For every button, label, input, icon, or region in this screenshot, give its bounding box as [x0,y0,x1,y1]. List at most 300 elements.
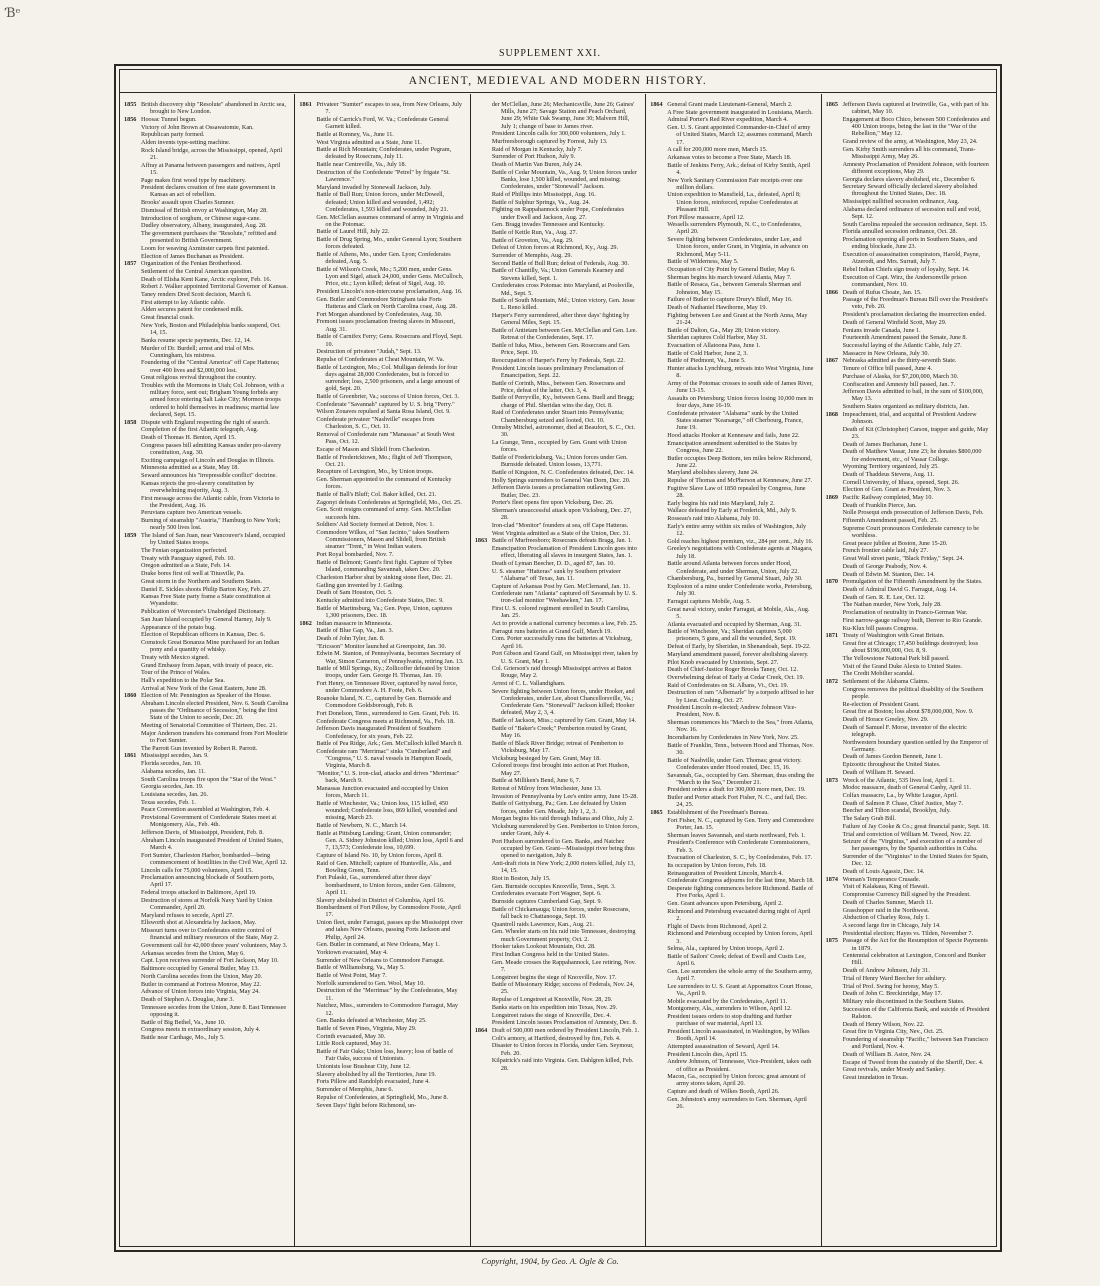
history-entry [475,146,639,153]
entry-text: Battle of Mill Springs, Ky.; Zollicoffer defeated by Union troops, under Gen. George H. Thomas, Jan. 19. [316,665,460,680]
entry-year: 1875 [825,937,838,945]
history-entry [650,214,814,221]
history-entry [124,547,288,554]
history-entry [124,306,288,313]
entry-text: Raid of Morgan in Kentucky, July 7. [491,145,583,153]
history-entry [124,215,288,222]
history-entry [475,537,639,544]
history-entry [299,980,463,987]
history-entry [299,364,463,393]
history-entry [475,101,639,130]
entry-text: Northwestern boundary question settled by the Emperor of Germany. [842,738,989,753]
history-entry [124,184,288,198]
entry-text: Pacific Railway completed, May 10. [842,494,934,502]
history-entry [475,921,639,928]
entry-text: Port Royal bombarded, Nov. 7. [316,551,394,559]
history-entry [299,184,463,191]
entry-text: Arrival at New York of the Great Eastern, June 28. [141,684,267,692]
entry-text: Banks starts on his expedition into Texas, Nov. 29. [491,1003,618,1011]
entry-text: Battle of Sailors' Creek; defeat of Ewell and Custis Lee, April 6. [667,952,806,968]
entry-text: Rock Island bridge, across the Mississippi, opened, April 21. [141,146,283,161]
history-entry [826,221,990,228]
entry-text: President Lincoln issues Proclamation of Amnesty, Dec. 8. [491,1019,638,1027]
entry-text: Raid of Gen. Mitchell; capture of Huntsville, Ala., and Bowling Green, Tenn. [316,859,452,874]
history-entry [475,762,639,776]
entry-text: South Carolina troops fire upon the "Star of the West." [141,775,277,783]
entry-text: President orders a draft for 300,000 more men, Dec. 19. [667,786,806,794]
entry-text: Election of Mr. Pennington as Speaker of the House. [141,692,272,700]
history-entry [124,973,288,980]
history-entry [826,266,990,273]
entry-text: Gen. Banks defeated at Winchester, May 25. [316,1017,427,1025]
entry-text: Death of Martin Van Buren, July 24. [491,161,583,169]
entry-text: Recapture of Lexington, Mo., by Union troops. [316,468,434,476]
entry-text: Death of Horace Greeley, Nov. 29. [842,715,929,723]
entry-text: Destruction of the "Merrimac" by the Confederates, May 11. [316,987,458,1002]
history-entry [650,674,814,681]
history-entry [826,891,990,898]
history-entry [826,883,990,890]
entry-text: Epizootic throughout the United States. [842,761,941,769]
history-entry [650,469,814,476]
history-entry [650,930,814,944]
history-entry [299,635,463,642]
entry-text: Trial and conviction of William M. Tweed, Nov. 22. [842,830,972,838]
history-entry [299,559,463,573]
entry-text: President Lincoln re-elected; Andrew Johnson Vice-President, Nov. 8. [667,704,797,719]
entry-text: Battle of Wilson's Creek, Mo.; 5,200 men, under Gens. Lyon and Sigel, attack 24,000, under Gens. McCulloch, Price, etc.; Lyon killed; defeat of Sigel, Aug. 10. [316,265,464,288]
entry-text: Death of Sam Houston, Oct. 5. [316,589,393,597]
entry-text: Jefferson Davis inaugurated President of Southern Confederacy, for six years, Feb. 22. [316,725,441,740]
entry-text: Longstreet begins the siege of Knoxville, Nov. 17. [491,973,617,981]
history-entry [124,685,288,692]
entry-text: Supreme Court pronounces Confederate currency to be worthless. [842,524,980,540]
entry-text: Death of William H. Seward. [842,768,915,776]
history-entry [124,457,288,464]
entry-text: Maryland abolishes slavery, June 24. [667,469,759,477]
history-entry [299,228,463,235]
entry-text: Nebraska admitted as the thirty-seventh State. [842,357,957,365]
history-entry [475,906,639,920]
entry-text: Battle at Milliken's Bend, June 6, 7. [491,777,581,785]
history-entry [475,312,639,326]
entry-text: Rebel Indian Chiefs sign treaty of loyalty, Sept. 14. [842,265,970,273]
history-entry [124,919,288,926]
history-entry [299,748,463,770]
history-entry [299,1063,463,1070]
history-entry [124,555,288,562]
history-entry [475,199,639,206]
entry-text: Re-election of President Grant. [842,700,920,708]
history-entry [475,680,639,687]
entry-text: Republican party formed. [141,131,205,139]
history-entry [299,491,463,498]
history-entry [650,983,814,997]
history-entry [299,605,463,619]
entry-text: Murder of Dr. Burdell; arrest and trial of Mrs. Cunningham, his mistress. [141,344,255,359]
entry-text: Comstock Great Bonanza Mine purchased for an Indian pony and a quantity of whisky. [141,638,280,654]
entry-text: Battle of Resaca, Ga., between Generals Sherman and Johnston, May 15. [667,281,801,296]
history-entry [475,394,639,408]
history-entry [124,1004,288,1018]
history-entry [826,517,990,524]
entry-text: Incendiarism by Confederates in New York, Nov. 25. [667,734,799,742]
history-entry [299,529,463,551]
entry-text: Surrender of the "Virginius" to the United States for Spain, Dec. 12. [842,853,989,868]
history-entry [299,191,463,213]
entry-text: Death of Andrew Johnson, July 31. [842,967,930,975]
entry-text: Desperate fighting commences before Richmond. Battle of Five Forks, April 1. [667,885,814,900]
history-entry [124,965,288,972]
history-entry [475,1012,639,1019]
entry-text: Death of Elisha Kent Kane, Arctic explorer, Feb. 16. [141,275,271,283]
history-entry [124,677,288,684]
history-entry [299,740,463,747]
history-entry [650,538,814,545]
history-entry [475,545,639,559]
history-entry [650,296,814,303]
entry-text: Escape of Tweed from the custody of the Sheriff, Dec. 4. [842,1058,984,1066]
entry-text: Fort Fisher, N. C., captured by Gen. Terry and Commodore Porter, Jan. 15. [667,816,814,831]
entry-text: Fort Morgan abandoned by Confederates, Aug. 30. [316,310,443,318]
entry-text: Fort Pulaski, Ga., surrendered after three days' bombardment, to Union forces, under Gen. Gilmore, April 11. [316,874,456,896]
entry-text: The government purchases the "Resolute," refitted and presented to British Government. [141,229,277,245]
entry-text: Election of Republican officers in Kansas, Dec. 6. [141,631,265,639]
history-entry [650,1051,814,1058]
history-entry [124,791,288,798]
entry-text: First attempt to lay Atlantic cable. [141,298,226,306]
history-entry [475,252,639,259]
entry-text: Hoosac Tunnel begun. [141,115,197,123]
history-entry [650,266,814,273]
history-entry [124,199,288,206]
history-entry [299,296,463,310]
entry-text: Treaty with Mexico signed. [141,653,210,661]
entry-text: Execution of Capt. Wirz, the Andersonville prison commandant, Nov. 10. [842,273,967,288]
supplement-label: SUPPLEMENT XXI. [498,48,602,59]
entry-text: Emancipation Proclamation of President Lincoln goes into effect, liberating all slaves in insurgent States, Jan. 1. [491,544,637,560]
history-entry [826,701,990,708]
history-entry [650,1043,814,1050]
history-entry [299,236,463,250]
history-column-4 [646,94,821,1246]
entry-text: Battle around Atlanta between forces under Hood, Confederate, and under Sherman, Union, July 22. [667,560,799,575]
entry-text: Montgomery, Ala., surrenders to Wilson, April 12. [667,1005,792,1013]
history-entry [650,560,814,574]
history-entry [826,578,990,585]
entry-text: Hooker takes Lookout Mountain, Oct. 28. [491,943,596,951]
history-entry [124,419,288,426]
history-entry [650,500,814,507]
history-entry [826,724,990,738]
history-entry [299,214,463,228]
entry-text: Forts Pillow and Randolph evacuated, June 4. [316,1078,430,1086]
entry-text: Norfolk surrendered to Gen. Wool, May 10. [316,979,425,987]
history-entry [475,1004,639,1011]
entry-text: Georgia secedes, Jan. 19. [141,783,204,791]
entry-text: Troubles with the Mormons in Utah; Col. Johnson, with a military force, sent out; Brigham Young forbids any armed force entering Salt Lake City; Mormon troops ordered to hold themselves in readiness; martial law declared, Sept. 15. [141,382,284,418]
entry-text: Fighting on Rappahannock under Pope, Confederates under Ewell and Jackson, Aug. 27. [491,206,625,221]
history-entry [475,898,639,905]
entry-text: Compromise Currency Bill signed by the President. [842,891,971,899]
history-entry [826,952,990,966]
history-entry [124,253,288,260]
entry-text: Oregon admitted as a State, Feb. 14. [141,562,231,570]
history-entry [124,337,288,344]
history-entry [124,359,288,373]
history-entry [826,547,990,554]
history-entry [650,628,814,642]
history-entry [475,499,639,506]
history-entry [124,314,288,321]
entry-text: "Monitor," U. S. iron-clad, attacks and drives "Merrimac" back, March 9. [316,770,460,785]
history-entry [124,260,288,267]
entry-text: Colfax massacre, La., by White League, April. [842,791,958,799]
history-entry [299,139,463,146]
entry-text: Confederate "Savannah" captured by U. S. brig "Perry." [316,400,455,408]
history-entry [299,860,463,874]
history-entry [299,1040,463,1047]
entry-text: First narrow-gauge railway built, Denver to Rio Grande. [842,616,983,624]
entry-text: Battle at Rich Mountain; Confederates, under Pegram, defeated by Rosecrans, July 11. [316,146,452,161]
entry-year: 1860 [124,692,137,700]
entry-text: Foundering of the "Central America" off Cape Hatteras; over 400 lives and $2,000,000 lost. [141,359,280,374]
entry-text: Manassas Junction evacuated and occupied by Union forces, March 11. [316,784,449,800]
entry-text: Trial of Prof. Swing for heresy, May 5. [842,982,939,990]
history-entry [475,297,639,311]
history-entry [124,283,288,290]
history-entry [124,101,288,115]
entry-text: Settlement of the Alabama Claims. [842,677,930,685]
history-entry [475,1019,639,1026]
history-entry [826,853,990,867]
history-entry [650,742,814,756]
history-entry [650,659,814,666]
history-entry [650,1005,814,1012]
history-entry [826,161,990,175]
entry-text: Massacre in New Orleans, July 30. [842,349,930,357]
entry-text: Evacuation of Allatoona Pass, June 1. [667,342,761,349]
history-entry [124,692,288,699]
history-entry [650,312,814,326]
entry-text: Selma, Ala., captured by Union troops, April 2. [667,945,785,953]
history-entry [650,124,814,146]
entry-text: Congress removes the political disability of the Southern people. [842,685,984,700]
history-entry [650,689,814,703]
entry-text: Greeley's negotiations with Confederate agents at Niagara, July 18. [667,545,813,560]
history-entry [826,563,990,570]
history-entry [124,345,288,359]
history-entry [475,605,639,619]
entry-text: Jefferson Davis captured at Irwinville, Ga., with part of his cabinet, May 10. [842,101,989,116]
entry-text: South Carolina repealed the secession ordinance, Sept. 15. [842,220,988,228]
history-entry [826,831,990,838]
entry-text: Confederates evacuate Fort Wagner, Sept. 6. [491,890,602,898]
entry-text: Gen. Wheeler starts on his raid into Tennessee, destroying much Government property, Oct. 2. [491,928,636,943]
entry-text: Union expedition to Mansfield, La., defeated, April 8; Union forces, reinforced, repulse Confederates at Pleasant Hill. [667,191,801,213]
entry-text: Fugitive Slave Law of 1850 repealed by Congress, June 28. [667,484,806,500]
history-entry [299,941,463,948]
history-entry [826,769,990,776]
entry-text: Repulse of Longstreet at Knoxville, Nov. 28, 29. [491,996,613,1004]
history-entry [475,635,639,649]
history-entry [124,374,288,381]
entry-text: Farragut captures Mobile, Aug. 5. [667,597,751,605]
entry-text: The Nathan murder, New York, July 28. [842,601,942,609]
entry-text: Slavery abolished in District of Columbia, April 16. [316,896,445,904]
history-entry [826,922,990,929]
history-entry [475,883,639,890]
history-entry [650,440,814,454]
history-entry [124,131,288,138]
entry-text: Impeachment, trial, and acquittal of President Andrew Johnson. [842,410,977,426]
history-entry [826,876,990,883]
history-entry [650,236,814,258]
entry-text: Battle of Martinsburg, Va.; Gen. Pope, Union, captures 1,300 prisoners, Dec. 18. [316,604,453,619]
entry-text: Battle of Cold Harbor, June 2, 3. [667,349,748,357]
history-entry [299,146,463,160]
history-entry [826,357,990,364]
entry-text: Battle of Jackson, Miss.; captured by Gen. Grant, May 14. [491,717,637,725]
entry-text: Great religious revival throughout the country. [141,374,257,382]
history-entry [124,1019,288,1026]
entry-text: Surrender of New Orleans to Commodore Farragut. [316,956,445,964]
history-entry [650,523,814,537]
entry-text: Hunter attacks Lynchburg, retreats into West Virginia, June 8. [667,365,814,380]
history-entry [299,589,463,596]
entry-text: Battle at Pittsburg Landing; Grant, Union commander; Gen. A. Sidney Johnston killed; Union loss, April 6 and 7, 13,573; Confederate loss, 10,699. [316,829,464,852]
history-entry [650,1096,814,1110]
entry-text: Death of John Tyler, Jan. 8. [316,634,385,642]
entry-text: Capture of Island No. 10, by Union forces, April 8. [316,851,443,859]
history-entry [475,875,639,882]
entry-text: Slavery abolished by all the Territories, June 19. [316,1070,436,1078]
entry-text: U. S. steamer "Hatteras" sunk by Southern privateer "Alabama" off Texas, Jan. 11. [491,567,621,582]
entry-text: Completion of the first Atlantic telegraph, Aug. [141,426,259,434]
entry-text: Brooks' assault upon Charles Sumner. [141,199,235,207]
history-entry [826,327,990,334]
entry-text: Battle of Belmont; Grant's first fight. Capture of Tybee Island, commanding Savannah, taken Dec. 20. [316,558,453,574]
title-divider [120,92,996,93]
entry-text: Battle of Piedmont, Va., June 5. [667,357,746,365]
entry-text: Mississippi secedes, Jan. 9. [141,752,209,760]
entry-text: Confiscation and Amnesty bill passed, Jan. 7. [842,380,956,388]
entry-text: Iron-clad "Monitor" founders at sea, off Cape Hatteras. [491,521,629,529]
history-entry [124,837,288,851]
entry-text: Colt's armory, at Hartford, destroyed by fire, Feb. 4. [491,1034,621,1042]
history-entry [124,730,288,744]
entry-text: Abduction of Charley Ross, July 1. [842,914,930,922]
entry-text: Fighting between Lee and Grant at the North Anna, May 21-24. [667,311,808,326]
entry-text: Trial of Henry Ward Beecher for adultery. [842,974,947,982]
entry-text: Attempted assassination of Seward, April 14. [667,1042,780,1050]
history-entry [826,609,990,616]
history-entry [650,116,814,123]
history-entry [124,927,288,941]
history-entry [826,198,990,205]
entry-text: Mississippi nullified secession ordinance, Aug. [842,198,960,206]
entry-text: Gen. Scott resigns command of army. Gen. McClellan succeeds him. [316,506,451,521]
history-entry [299,116,463,130]
history-entry [124,1034,288,1041]
entry-year: 1855 [124,101,137,108]
entry-text: Removal of Confederate ram "Manassas" at South West Pass, Oct. 12. [316,430,455,446]
history-entry [124,662,288,669]
history-entry [124,578,288,585]
history-entry [299,1071,463,1078]
history-entry [475,568,639,582]
entry-text: The Salary Grab Bill. [842,815,896,823]
entry-text: Invasion of Pennsylvania by Lee's entire army, June 15-28. [491,792,638,800]
history-entry [124,222,288,229]
entry-text: Butler and Porter attack Fort Fisher, N. C., and fail, Dec. 24, 25. [667,794,808,809]
history-entry [650,477,814,484]
history-entry [124,570,288,577]
entry-text: Death of Lyman Beecher, D. D., aged 87, Jan. 10. [491,559,615,567]
history-entry [826,739,990,753]
history-entry [826,777,990,784]
history-entry [826,1036,990,1050]
history-entry [299,446,463,453]
history-entry [124,291,288,298]
history-entry [299,333,463,347]
entry-text: Alden invents type-setting machine. [141,139,231,147]
entry-text: Death of George Peabody, Nov. 4. [842,562,928,570]
history-entry [826,708,990,715]
entry-text: Treaty with Paraguay signed, Feb. 10. [141,554,235,562]
entry-text: Assaults on Petersburg; Union forces losing 10,000 men in four days, June 16-19. [667,394,814,410]
entry-text: President Lincoln assassinated, in Washington, by Wilkes Booth, April 14. [667,1027,810,1043]
entry-text: Raid of Confederates on St. Albans, Vt., Oct. 19. [667,681,789,689]
history-entry [124,517,288,531]
history-entry [475,959,639,973]
history-entry [124,631,288,638]
entry-text: Atlanta evacuated and occupied by Sherman, Aug. 31. [667,620,802,628]
entry-text: Jefferson Davis issues a proclamation outlawing Gen. Butler, Dec. 23. [491,484,625,499]
entry-text: La Grange, Tenn., occupied by Gen. Grant with Union forces. [491,439,627,454]
entry-year: 1861 [299,101,312,108]
entry-text: Alabama declared ordinance of secession null and void, Sept. 12. [842,205,981,221]
entry-text: Ellsworth shot at Alexandria by Jackson, May. [141,919,257,927]
entry-text: Confederates cross Potomac into Maryland, at Poolsville, Md., Sept. 5. [491,282,635,297]
entry-text: The Parrott Gun invented by Robert R. Parrott. [141,744,258,752]
entry-text: A Free State government inaugurated in Louisiana, March. [667,108,813,116]
entry-text: Gen. Sherman appointed to the command of Kentucky forces. [316,476,452,491]
history-entry [650,258,814,265]
entry-text: Succession of the California Bank, and suicide of President Ralston. [842,1005,990,1020]
entry-text: Passage of the Act for the Resumption of Specie Payments in 1879. [842,937,988,952]
entry-text: Little Rock captured, May 31. [316,1040,391,1048]
history-entry [826,388,990,402]
history-entry [650,839,814,853]
entry-text: Nolle Prosequi ends prosecution of Jefferson Davis, Feb. [842,509,984,517]
history-entry [475,130,639,137]
history-entry [299,348,463,355]
history-entry [826,899,990,906]
history-entry [299,506,463,520]
history-entry [826,670,990,677]
entry-text: Great fire in Virginia City, Nev., Oct. 25. [842,1028,944,1036]
entry-year: 1861 [124,752,137,760]
history-entry [299,785,463,799]
history-entry [475,244,639,251]
history-entry [299,468,463,475]
entry-text: Wilson Zouaves repulsed at Santa Rosa Island, Oct. 9. [316,408,451,416]
entry-text: First U. S. colored regiment enrolled in South Carolina, Jan. 25. [491,605,630,620]
entry-text: Evacuation of Charleston, S. C., by Confederates, Feb. 17. [667,854,813,862]
history-entry [299,665,463,679]
history-entry [124,867,288,874]
